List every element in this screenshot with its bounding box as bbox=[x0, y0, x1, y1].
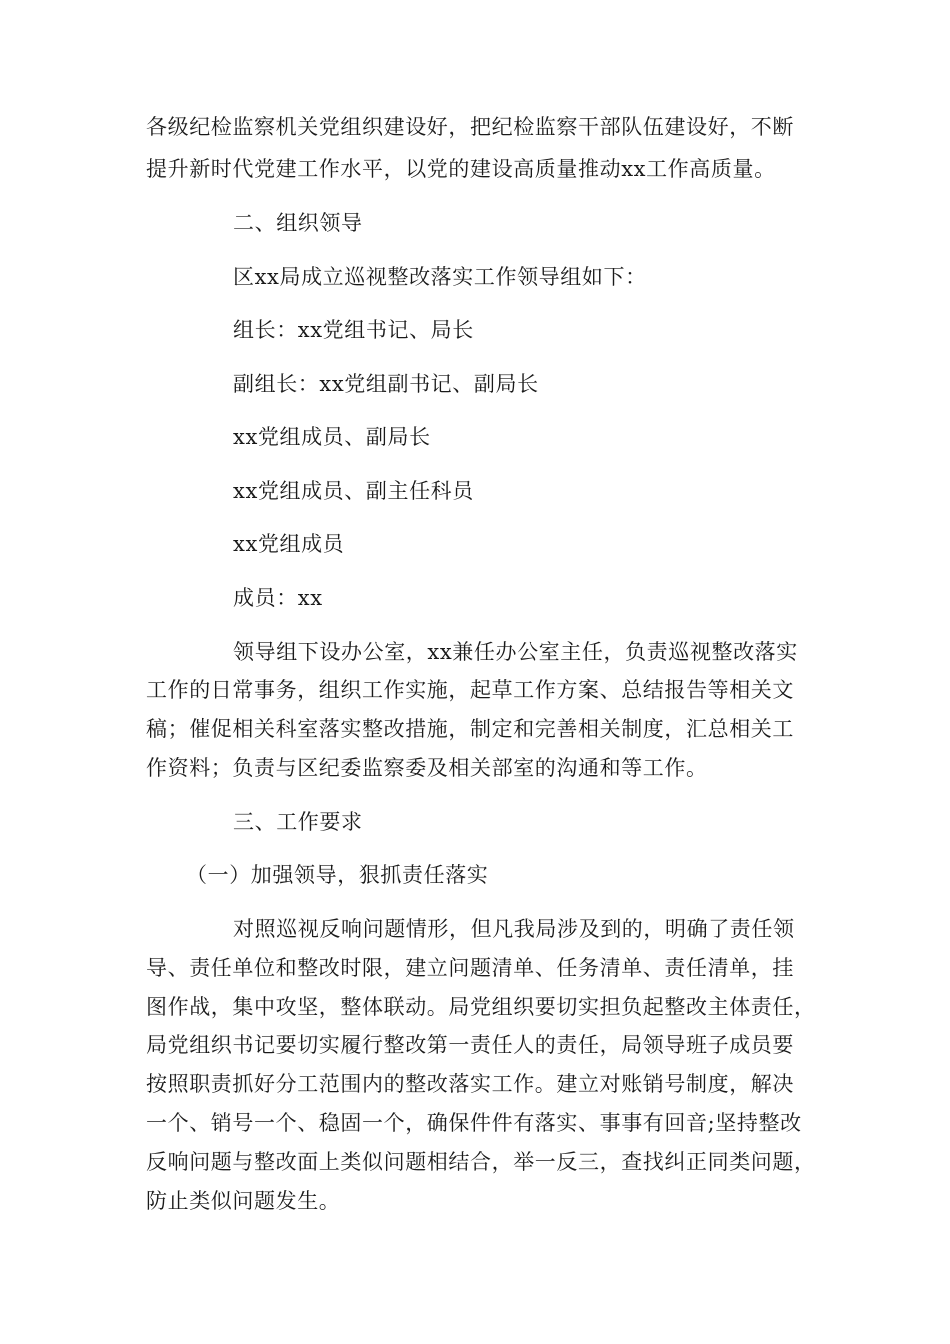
list-item: 副组长：xx党组副书记、副局长 bbox=[233, 372, 539, 396]
paragraph-line: 工作的日常事务，组织工作实施，起草工作方案、总结报告等相关文 bbox=[146, 678, 794, 702]
list-item: xx党组成员、副主任科员 bbox=[233, 479, 474, 503]
paragraph-line: 区xx局成立巡视整改落实工作领导组如下： bbox=[233, 265, 647, 289]
paragraph-line: 反响问题与整改面上类似问题相结合，举一反三，查找纠正同类问题， bbox=[146, 1150, 816, 1174]
paragraph-line: 防止类似问题发生。 bbox=[146, 1189, 341, 1213]
subsection-heading: （一）加强领导，狠抓责任落实 bbox=[186, 863, 489, 887]
list-item: 成员：xx bbox=[233, 586, 323, 610]
list-item: xx党组成员 bbox=[233, 532, 345, 556]
paragraph-line: 提升新时代党建工作水平，以党的建设高质量推动xx工作高质量。 bbox=[146, 157, 776, 181]
section-heading: 二、组织领导 bbox=[233, 211, 363, 235]
paragraph-line: 各级纪检监察机关党组织建设好，把纪检监察干部队伍建设好，不断 bbox=[146, 115, 794, 139]
paragraph-line: 导、责任单位和整改时限，建立问题清单、任务清单、责任清单，挂 bbox=[146, 956, 794, 980]
paragraph-line: 按照职责抓好分工范围内的整改落实工作。建立对账销号制度，解决 bbox=[146, 1072, 794, 1096]
paragraph-line: 图作战，集中攻坚，整体联动。局党组织要切实担负起整改主体责任， bbox=[146, 995, 816, 1019]
list-item: 组长：xx党组书记、局长 bbox=[233, 318, 474, 342]
paragraph-line: 作资料；负责与区纪委监察委及相关部室的沟通和等工作。 bbox=[146, 756, 708, 780]
paragraph-line: 局党组织书记要切实履行整改第一责任人的责任，局领导班子成员要 bbox=[146, 1033, 794, 1057]
paragraph-line: 领导组下设办公室，xx兼任办公室主任，负责巡视整改落实 bbox=[233, 640, 798, 664]
section-heading: 三、工作要求 bbox=[233, 810, 363, 834]
paragraph-line: 稿；催促相关科室落实整改措施，制定和完善相关制度，汇总相关工 bbox=[146, 717, 794, 741]
list-item: xx党组成员、副局长 bbox=[233, 425, 431, 449]
paragraph-line: 对照巡视反响问题情形，但凡我局涉及到的，明确了责任领 bbox=[233, 917, 795, 941]
paragraph-line: 一个、销号一个、稳固一个，确保件件有落实、事事有回音;坚持整改 bbox=[146, 1111, 802, 1135]
